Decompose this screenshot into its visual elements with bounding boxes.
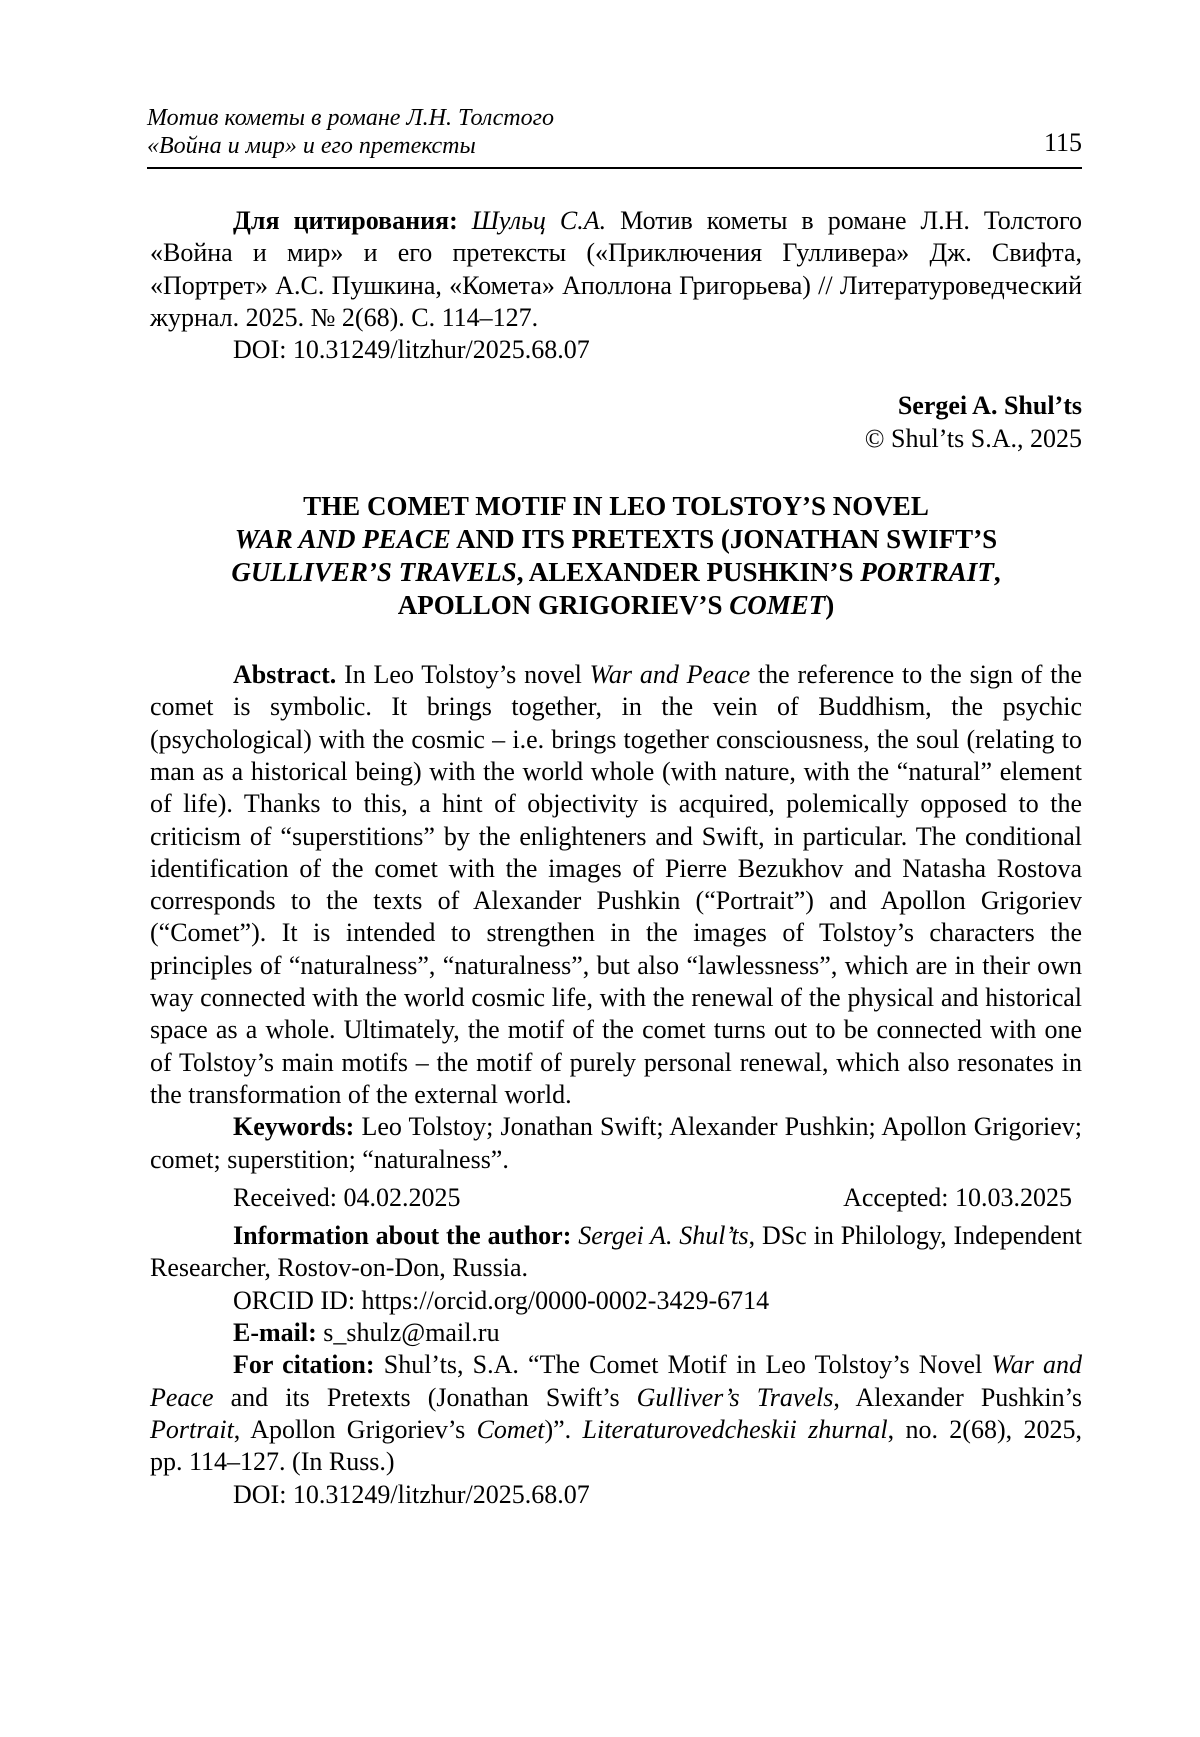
keywords-label: Keywords:	[233, 1112, 355, 1142]
citation-en-text1: Shul’ts, S.A. “The Comet Motif in Leo Tolstoy’s Novel	[374, 1350, 992, 1380]
abstract-italic1: War and Peace	[589, 660, 751, 690]
citation-en-text5: )”.	[544, 1414, 583, 1444]
title-part2: WAR AND PEACE	[234, 524, 451, 555]
citation-en-italic4: Comet	[476, 1414, 545, 1444]
citation-ru-text: Мотив кометы в романе Л.Н. Толстого «Война и мир» и его претексты («Приключения Гулливера» Дж. Свифта, «Портрет» А.С. Пушкина, «Комета» Аполлона Григорьева) // Литературоведческий журнал. 2025. № 2(68). С. 114–127.	[150, 206, 1083, 332]
citation-en-text3: , Alexander Pushkin’s	[833, 1382, 1082, 1412]
accepted-date: Accepted: 10.03.2025	[843, 1182, 1072, 1212]
email-label: E-mail:	[233, 1318, 317, 1348]
abstract-text1: In Leo Tolstoy’s novel	[336, 660, 590, 690]
author-info	[150, 1220, 1082, 1285]
article-content	[150, 205, 1082, 1511]
received-date: Received: 04.02.2025	[233, 1182, 461, 1212]
citation-en-label: For citation:	[233, 1350, 375, 1380]
title-part1: THE COMET MOTIF IN LEO TOLSTOY’S NOVEL	[303, 491, 929, 522]
citation-en-text4: , Apollon Grigoriev’s	[233, 1414, 477, 1444]
title-part6: PORTRAIT	[860, 557, 994, 588]
citation-en-italic5: Literaturovedcheskii zhurnal	[582, 1414, 888, 1444]
citation-en-text2: and its Pretexts (Jonathan Swift’s	[213, 1382, 637, 1412]
title-part5: , ALEXANDER PUSHKIN’S	[516, 557, 861, 588]
title-part4: GULLIVER’S TRAVELS	[231, 557, 517, 588]
citation-en-doi: DOI: 10.31249/litzhur/2025.68.07	[233, 1479, 590, 1509]
author-email	[150, 1317, 1082, 1349]
citation-en-text6: , no. 2(68), 2025, pp. 114–127. (In Russ.)	[150, 1414, 1082, 1477]
email-value: s_shulz@mail.ru	[316, 1318, 500, 1348]
title-part10: )	[825, 590, 835, 621]
article-title	[150, 490, 1082, 622]
running-title-line2: «Война и мир» и его претексты	[147, 133, 476, 159]
citation-en-italic1: War and Peace	[150, 1350, 1083, 1412]
running-title-line1: Мотив кометы в романе Л.Н. Толстого	[147, 105, 554, 131]
dates-row	[150, 1182, 1082, 1214]
title-part3: AND ITS PRETEXTS (JONATHAN SWIFT’S	[450, 524, 998, 555]
citation-ru	[150, 205, 1082, 334]
citation-ru-author: Шульц С.А.	[471, 206, 607, 235]
citation-en	[150, 1349, 1082, 1478]
title-part7: ,	[993, 557, 1001, 588]
keywords	[150, 1111, 1082, 1176]
citation-en-italic2: Gulliver’s Travels	[636, 1382, 834, 1412]
author-orcid: ORCID ID: https://orcid.org/0000-0002-3429-6714	[233, 1285, 770, 1315]
abstract-label: Abstract.	[233, 660, 337, 690]
title-part8: APOLLON GRIGORIEV’S	[397, 590, 730, 621]
citation-ru-doi: DOI: 10.31249/litzhur/2025.68.07	[233, 335, 590, 365]
abstract	[150, 659, 1082, 1111]
author-copyright: © Shul’ts S.A., 2025	[864, 423, 1082, 453]
running-header	[147, 103, 1082, 169]
citation-en-italic3: Portrait	[150, 1414, 234, 1444]
page-number: 115	[1043, 128, 1082, 157]
author-info-label: Information about the author:	[233, 1221, 572, 1251]
title-part9: COMET	[729, 590, 826, 621]
author-name: Sergei A. Shul’ts	[897, 391, 1082, 421]
author-info-text: , DSc in Philology, Independent Researcher, Rostov-on-Don, Russia.	[150, 1221, 1082, 1283]
keywords-text: Leo Tolstoy; Jonathan Swift; Alexander Pushkin; Apollon Grigoriev; comet; superstition; “naturalness”.	[150, 1112, 1082, 1174]
abstract-text2: the reference to the sign of the comet is symbolic. It brings together, in the vein of Buddhism, the psychic (psychological) with the cosmic – i.e. brings together consciousness, the soul (relating to man as a historical being) with the world whole (with nature, with the “natural” element of life). Thanks to this, a hint of objectivity is acquired, polemically opposed to the criticism of “superstitions” by the enlighteners and Swift, in particular. The conditional identification of the comet with the images of Pierre Bezukhov and Natasha Rostova corresponds to the texts of Alexander Pushkin (“Portrait”) and Apollon Grigoriev (“Comet”). It is intended to strengthen in the images of Tolstoy’s characters the principles of “naturalness”, “naturalness”, but also “lawlessness”, which are in their own way connected with the world cosmic life, with the renewal of the physical and historical space as a whole. Ultimately, the motif of the comet turns out to be connected with one of Tolstoy’s main motifs – the motif of purely personal renewal, which also resonates in the transformation of the external world.	[150, 660, 1082, 1109]
author-info-name: Sergei A. Shul’ts	[578, 1221, 749, 1251]
citation-ru-label: Для цитирования:	[233, 206, 458, 235]
